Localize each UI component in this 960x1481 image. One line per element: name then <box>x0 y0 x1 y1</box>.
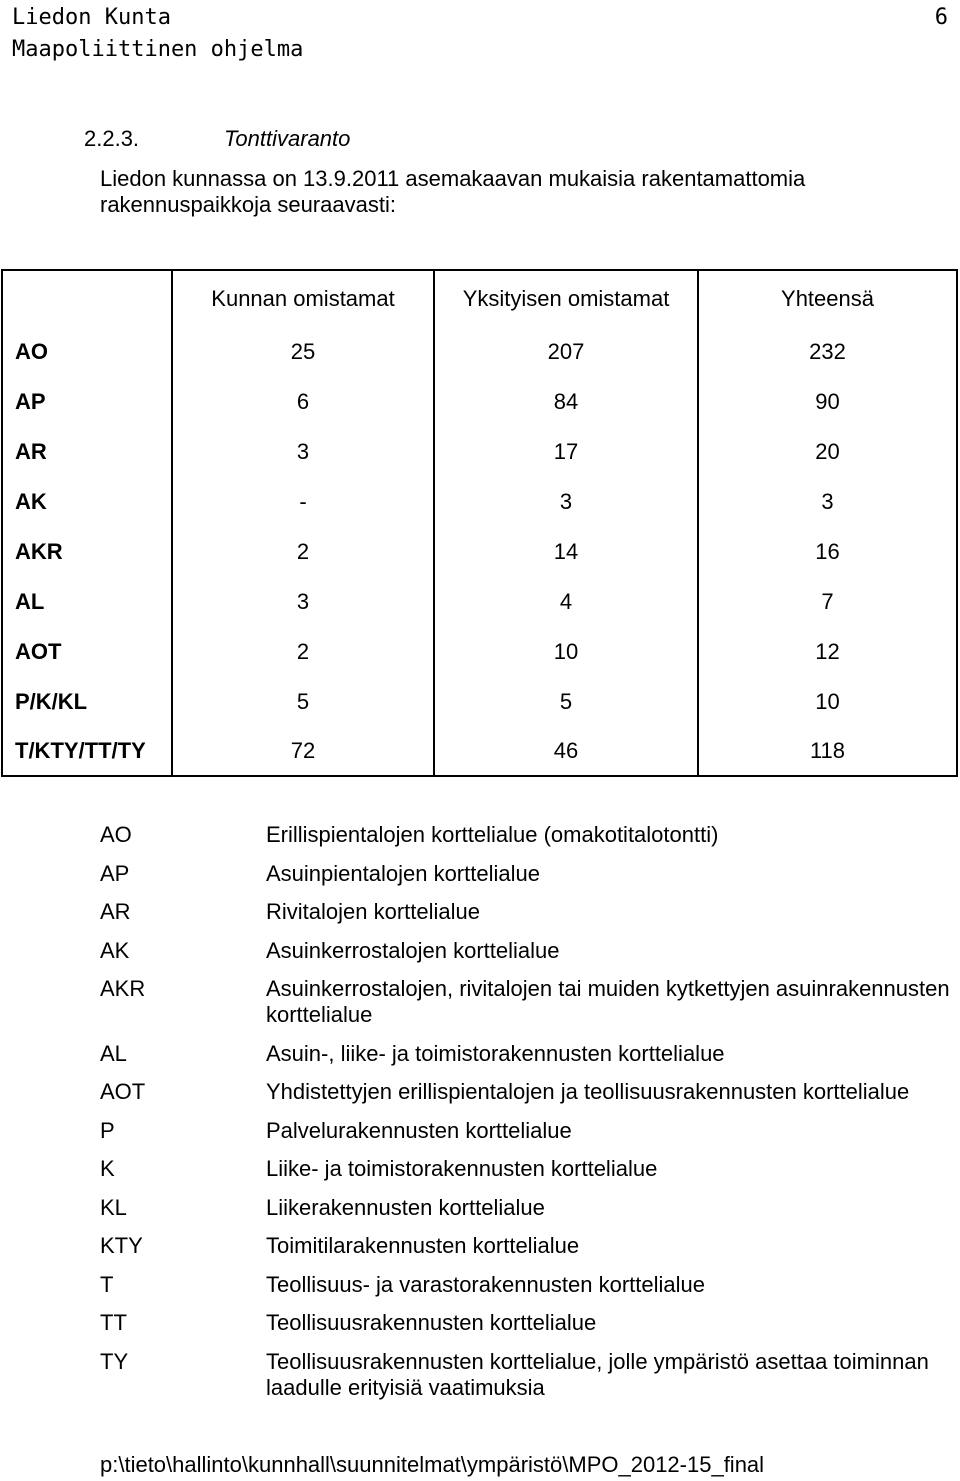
table-row-code: AOT <box>2 627 172 677</box>
table-cell: 72 <box>172 727 434 776</box>
table-cell: 4 <box>434 577 698 627</box>
legend-item <box>100 1272 950 1298</box>
document-header <box>12 2 303 66</box>
table-cell: 84 <box>434 377 698 427</box>
table-header-cell: Yhteensä <box>698 270 957 327</box>
table-cell: 46 <box>434 727 698 776</box>
document-title: Maapoliittinen ohjelma <box>12 37 304 62</box>
legend-description: Asuin-, liike- ja toimistorakennusten korttelialue <box>266 1040 725 1066</box>
table-row <box>2 677 957 727</box>
legend-code: T <box>100 1271 114 1297</box>
table-header-cell: Kunnan omistamat <box>172 270 434 327</box>
table-cell: 12 <box>698 627 957 677</box>
table-cell: 3 <box>698 477 957 527</box>
table-cell: 10 <box>434 627 698 677</box>
table-row-code: AK <box>2 477 172 527</box>
table-row-code: AR <box>2 427 172 477</box>
legend-description: Asuinkerrostalojen korttelialue <box>266 937 560 963</box>
legend-item <box>100 1310 950 1336</box>
table-header-cell <box>2 270 172 327</box>
table-cell: 7 <box>698 577 957 627</box>
page-number: 6 <box>934 5 948 30</box>
file-path-footer: p:\tieto\hallinto\kunnhall\suunnitelmat\ympäristö\MPO_2012-15_final <box>100 1452 765 1477</box>
table-row <box>2 527 957 577</box>
section-title: Tonttivaranto <box>224 126 351 151</box>
table-cell: 5 <box>434 677 698 727</box>
table-row <box>2 327 957 377</box>
legend-description: Toimitilarakennusten korttelialue <box>266 1233 580 1258</box>
table-cell: 207 <box>434 327 698 377</box>
legend-item <box>100 822 950 848</box>
legend-code: AKR <box>100 976 146 1001</box>
section-heading <box>84 126 350 152</box>
legend-item <box>100 899 950 925</box>
table-cell: 17 <box>434 427 698 477</box>
legend-item <box>100 1195 950 1221</box>
table-cell: 25 <box>172 327 434 377</box>
legend-description: Teollisuusrakennusten korttelialue, jolle ympäristö asettaa toiminnan laadulle erityisiä vaatimuksia <box>266 1348 929 1400</box>
legend-item <box>100 1156 950 1182</box>
legend-code: P <box>100 1117 115 1143</box>
table-cell: 3 <box>172 427 434 477</box>
legend-item <box>100 1233 950 1259</box>
table-row-code: P/K/KL <box>2 677 172 727</box>
legend-code: AOT <box>100 1079 146 1104</box>
legend-code: KL <box>100 1194 127 1220</box>
legend-description: Yhdistettyjen erillispientalojen ja teollisuusrakennusten korttelialue <box>266 1079 910 1104</box>
legend-description: Rivitalojen korttelialue <box>266 899 480 924</box>
zone-legend <box>100 822 950 1413</box>
legend-description: Asuinpientalojen korttelialue <box>266 860 540 886</box>
table-cell: 232 <box>698 327 957 377</box>
table-row <box>2 477 957 527</box>
legend-code: AR <box>100 899 131 924</box>
table-cell: 16 <box>698 527 957 577</box>
table-cell: 14 <box>434 527 698 577</box>
plot-reserve-table <box>1 269 958 777</box>
legend-description: Palvelurakennusten korttelialue <box>266 1117 572 1143</box>
legend-code: TT <box>100 1310 127 1335</box>
legend-item <box>100 1118 950 1144</box>
table-cell: 6 <box>172 377 434 427</box>
legend-item <box>100 1349 950 1401</box>
legend-item <box>100 938 950 964</box>
legend-code: KTY <box>100 1233 143 1258</box>
legend-description: Teollisuus- ja varastorakennusten korttelialue <box>266 1271 706 1297</box>
legend-description: Liike- ja toimistorakennusten korttelialue <box>266 1156 658 1181</box>
legend-description: Erillispientalojen korttelialue (omakotitalotontti) <box>266 822 719 847</box>
table-row-code: T/KTY/TT/TY <box>2 727 172 776</box>
table-cell: 118 <box>698 727 957 776</box>
table-cell: 3 <box>172 577 434 627</box>
table-cell: 90 <box>698 377 957 427</box>
legend-code: AL <box>100 1040 127 1066</box>
table-row <box>2 627 957 677</box>
table-row-code: AP <box>2 377 172 427</box>
legend-code: AK <box>100 937 130 963</box>
table-row-code: AL <box>2 577 172 627</box>
legend-code: AO <box>100 822 132 847</box>
table-row <box>2 577 957 627</box>
table-cell: 10 <box>698 677 957 727</box>
legend-item <box>100 1079 950 1105</box>
table-row <box>2 427 957 477</box>
table-row-code: AKR <box>2 527 172 577</box>
legend-description: Asuinkerrostalojen, rivitalojen tai muiden kytkettyjen asuinrakennusten korttelialue <box>266 976 950 1027</box>
table-cell: 2 <box>172 627 434 677</box>
table-row <box>2 377 957 427</box>
legend-description: Teollisuusrakennusten korttelialue <box>266 1310 597 1335</box>
legend-item <box>100 976 950 1028</box>
table-cell: 3 <box>434 477 698 527</box>
legend-item <box>100 1041 950 1067</box>
section-number: 2.2.3. <box>84 126 140 151</box>
legend-item <box>100 861 950 887</box>
table-cell: 5 <box>172 677 434 727</box>
table-cell: 2 <box>172 527 434 577</box>
municipality-name: Liedon Kunta <box>12 5 171 30</box>
table-header-cell: Yksityisen omistamat <box>434 270 698 327</box>
table-row-code: AO <box>2 327 172 377</box>
table-cell: - <box>172 477 434 527</box>
table-row <box>2 727 957 776</box>
legend-description: Liikerakennusten korttelialue <box>266 1194 545 1220</box>
table-header-row <box>2 270 957 327</box>
intro-paragraph: Liedon kunnassa on 13.9.2011 asemakaavan mukaisia rakentamattomia rakennuspaikkoja seuraavasti: <box>100 166 806 217</box>
table-cell: 20 <box>698 427 957 477</box>
legend-code: TY <box>100 1348 129 1374</box>
legend-code: K <box>100 1156 115 1181</box>
legend-code: AP <box>100 860 130 886</box>
